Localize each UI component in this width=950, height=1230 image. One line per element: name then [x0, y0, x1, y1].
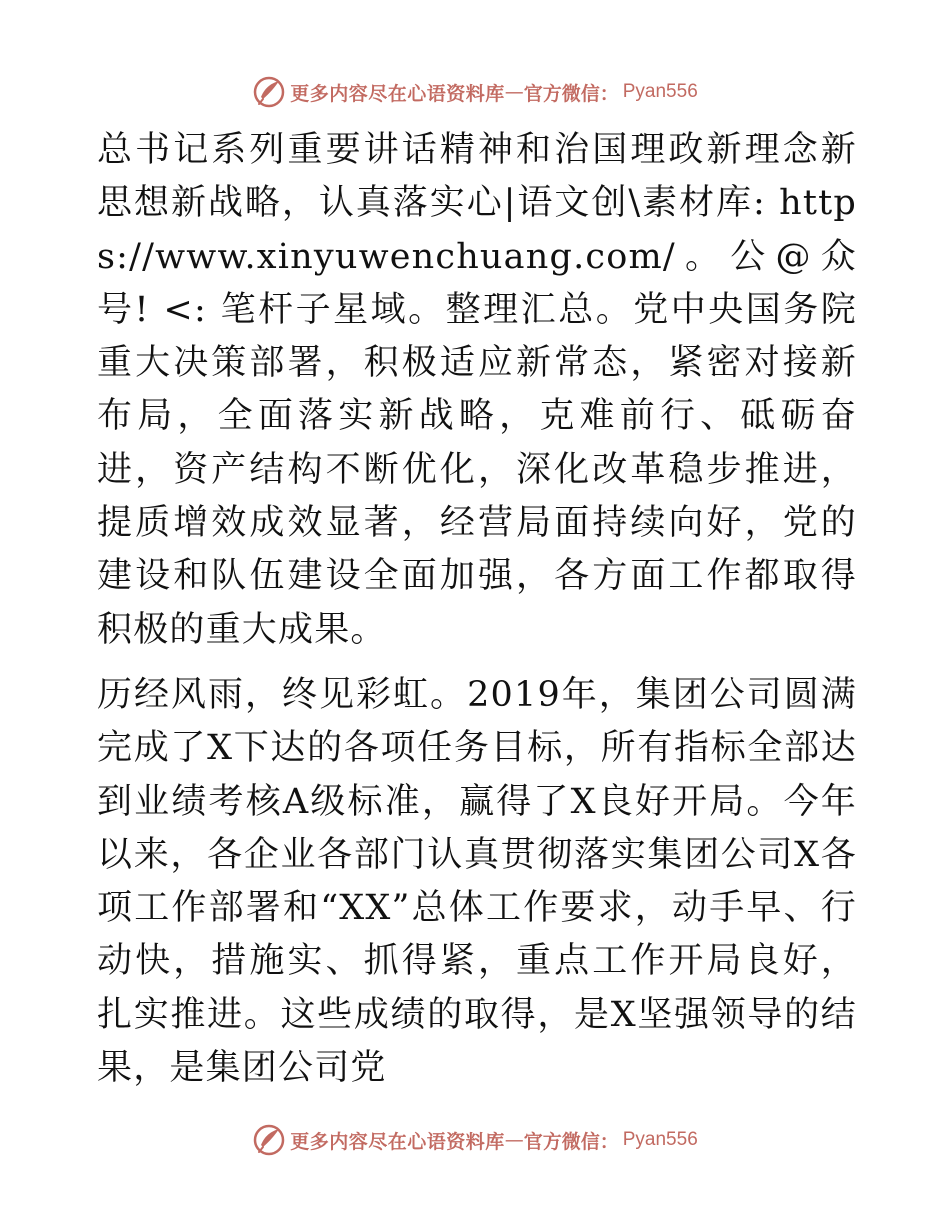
banner-dash: —	[504, 81, 524, 103]
banner-wechat-label: 官方微信：	[523, 82, 619, 105]
document-body	[97, 124, 857, 1095]
body-paragraph-2: 历经风雨，终见彩虹。2019年，集团公司圆满完成了X下达的各项任务目标，所有指标全部达到业绩考核A级标准，赢得了X良好开局。今年以来，各企业各部门认真贯彻落实集团公司X各项工作部署和“XX”总体工作要求，动手早、行动快，措施实、抓得紧，重点工作开局良好，扎实推进。这些成绩的取得，是X坚强领导的结果，是集团公司党	[97, 674, 857, 1089]
banner-wechat-id: Pyan556	[622, 81, 698, 102]
footer-banner	[0, 1120, 950, 1160]
banner-slogan: 更多内容尽在心语资料库	[290, 1130, 505, 1153]
pen-logo-icon	[252, 1123, 286, 1157]
banner-slogan: 更多内容尽在心语资料库	[290, 82, 505, 105]
pen-logo-icon	[252, 75, 286, 109]
banner-wechat-id: Pyan556	[622, 1129, 698, 1150]
header-banner	[0, 72, 950, 112]
banner-wechat-label: 官方微信：	[523, 1130, 619, 1153]
banner-dash: —	[504, 1129, 524, 1151]
body-paragraph-1: 总书记系列重要讲话精神和治国理政新理念新思想新战略，认真落实心|语文创\素材库: https://www.xinyuwenchuang.com/。公@众号! <: 笔杆子星域。整理汇总。党中央国务院重大决策部署，积极适应新常态，紧密对接新布局，全面落实新战略，克难前行、砥砺奋进，资产结构不断优化，深化改革稳步推进，提质增效成效显著，经营局面持续向好，党的建设和队伍建设全面加强，各方面工作都取得积极的重大成果。	[97, 130, 857, 650]
